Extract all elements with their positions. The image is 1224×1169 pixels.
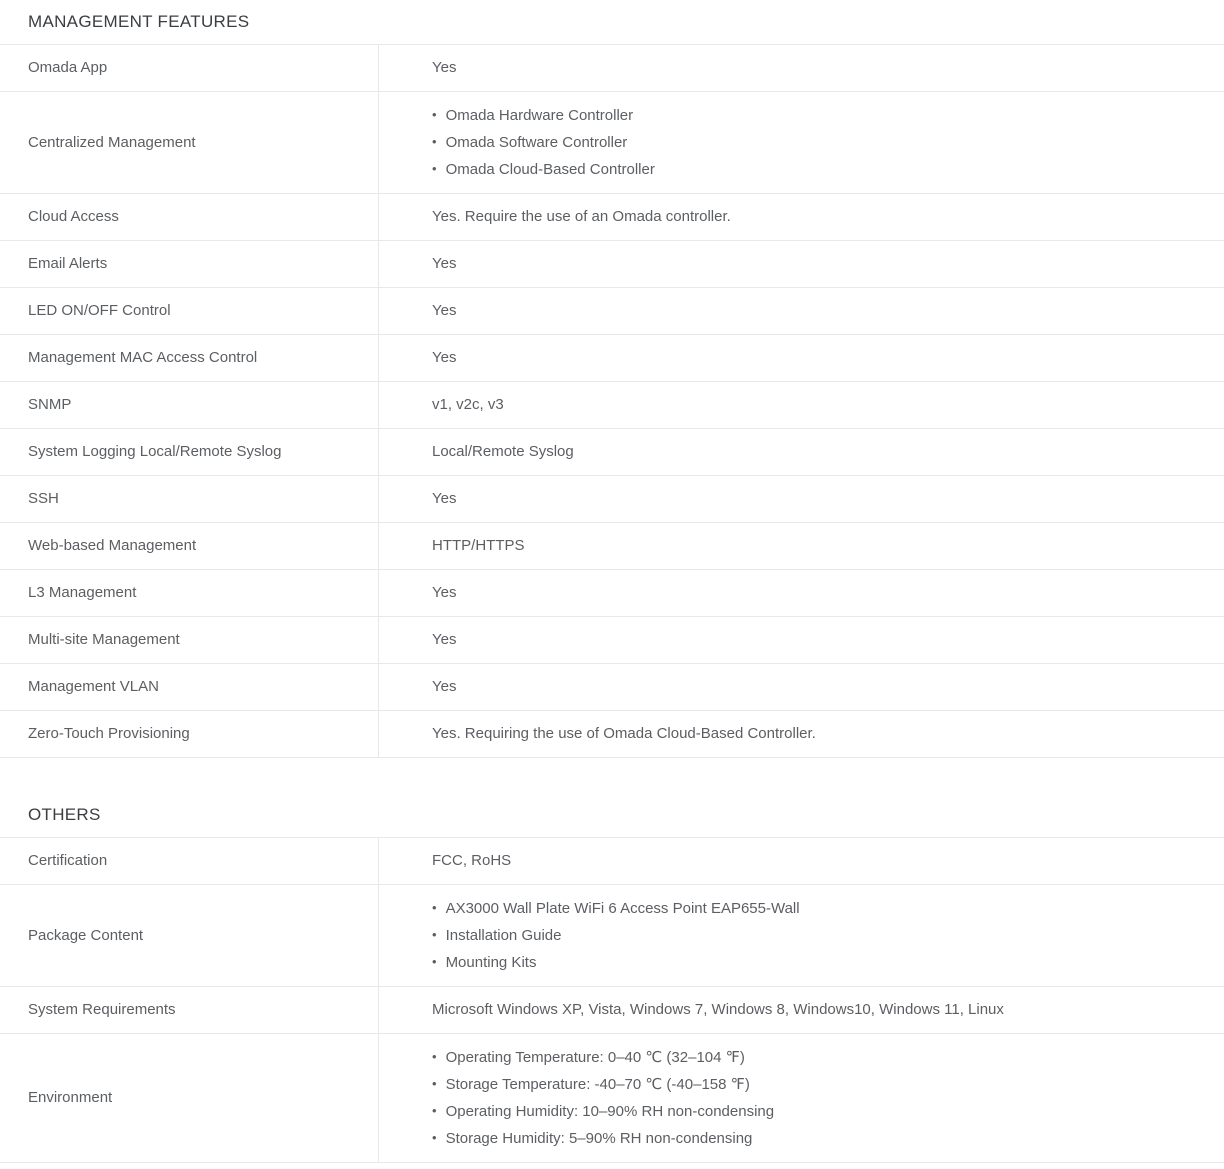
spec-value-text: Omada Cloud-Based Controller bbox=[445, 161, 655, 178]
spec-row bbox=[0, 476, 1224, 523]
spec-value-line bbox=[432, 627, 1200, 653]
spec-row bbox=[0, 45, 1224, 92]
spec-row bbox=[0, 885, 1224, 987]
spec-label: System Logging Local/Remote Syslog bbox=[28, 443, 282, 460]
spec-label: SSH bbox=[28, 490, 59, 507]
spec-value-bullet-line bbox=[432, 102, 1200, 129]
spec-value-text: Operating Temperature: 0–40 ℃ (32–104 ℉) bbox=[445, 1049, 745, 1066]
spec-label: Omada App bbox=[28, 59, 108, 76]
spec-label-cell bbox=[0, 664, 379, 710]
spec-value-bullet-line bbox=[432, 949, 1200, 976]
spec-value-cell bbox=[379, 241, 1224, 287]
spec-value-line bbox=[432, 439, 1200, 465]
spec-value-text: Yes bbox=[432, 302, 457, 319]
spec-value-bullet-line bbox=[432, 1098, 1200, 1125]
spec-row bbox=[0, 429, 1224, 476]
spec-value-cell bbox=[379, 429, 1224, 475]
spec-value-cell bbox=[379, 987, 1224, 1033]
bullet-icon: • bbox=[432, 927, 437, 942]
spec-row bbox=[0, 382, 1224, 429]
spec-label: Cloud Access bbox=[28, 208, 119, 225]
bullet-icon: • bbox=[432, 1049, 437, 1064]
spec-value-text: Yes bbox=[432, 490, 457, 507]
spec-value-cell bbox=[379, 885, 1224, 986]
spec-label-cell bbox=[0, 523, 379, 569]
spec-value-line bbox=[432, 486, 1200, 512]
spec-value-line bbox=[432, 204, 1200, 230]
spec-label-cell bbox=[0, 711, 379, 757]
spec-value-cell bbox=[379, 45, 1224, 91]
spec-label-cell bbox=[0, 617, 379, 663]
section-title: OTHERS bbox=[28, 805, 101, 824]
spec-value-cell bbox=[379, 476, 1224, 522]
spec-value-line bbox=[432, 392, 1200, 418]
spec-value-text: AX3000 Wall Plate WiFi 6 Access Point EAP655-Wall bbox=[445, 900, 800, 917]
spec-value-line bbox=[432, 674, 1200, 700]
spec-value-bullet-line bbox=[432, 156, 1200, 183]
spec-value-cell bbox=[379, 1034, 1224, 1162]
spec-label-cell bbox=[0, 570, 379, 616]
spec-value-bullet-line bbox=[432, 129, 1200, 156]
spec-label: Web-based Management bbox=[28, 537, 197, 554]
spec-value-text: Omada Hardware Controller bbox=[445, 107, 634, 124]
spec-table bbox=[0, 837, 1224, 1163]
spec-section bbox=[0, 758, 1224, 1163]
spec-label-cell bbox=[0, 288, 379, 334]
spec-row bbox=[0, 617, 1224, 664]
spec-row bbox=[0, 838, 1224, 885]
spec-value-cell bbox=[379, 194, 1224, 240]
spec-value-cell bbox=[379, 288, 1224, 334]
spec-value-line bbox=[432, 533, 1200, 559]
spec-label-cell bbox=[0, 241, 379, 287]
spec-value-text: Installation Guide bbox=[445, 927, 562, 944]
spec-value-text: Yes. Require the use of an Omada controller. bbox=[432, 208, 731, 225]
spec-label-cell bbox=[0, 476, 379, 522]
spec-value-text: Microsoft Windows XP, Vista, Windows 7, Windows 8, Windows10, Windows 11, Linux bbox=[432, 1001, 1004, 1018]
spec-value-text: Yes bbox=[432, 631, 457, 648]
spec-value-text: Yes bbox=[432, 255, 457, 272]
bullet-icon: • bbox=[432, 1130, 437, 1145]
spec-value-text: Yes. Requiring the use of Omada Cloud-Based Controller. bbox=[432, 725, 816, 742]
spec-row bbox=[0, 194, 1224, 241]
spec-row bbox=[0, 664, 1224, 711]
spec-value-bullet-line bbox=[432, 922, 1200, 949]
spec-label-cell bbox=[0, 885, 379, 986]
spec-value-text: Storage Humidity: 5–90% RH non-condensing bbox=[445, 1130, 753, 1147]
section-title: MANAGEMENT FEATURES bbox=[28, 12, 250, 31]
bullet-icon: • bbox=[432, 107, 437, 122]
spec-value-text: HTTP/HTTPS bbox=[432, 537, 525, 554]
spec-label-cell bbox=[0, 92, 379, 193]
spec-label: Multi-site Management bbox=[28, 631, 180, 648]
spec-label-cell bbox=[0, 838, 379, 884]
spec-label: Email Alerts bbox=[28, 255, 108, 272]
spec-label: Certification bbox=[28, 852, 108, 869]
spec-value-bullet-line bbox=[432, 1044, 1200, 1071]
spec-value-cell bbox=[379, 617, 1224, 663]
spec-value-cell bbox=[379, 335, 1224, 381]
spec-value-text: Yes bbox=[432, 678, 457, 695]
spec-label-cell bbox=[0, 429, 379, 475]
spec-value-text: Yes bbox=[432, 59, 457, 76]
spec-value-text: Storage Temperature: -40–70 ℃ (-40–158 ℉) bbox=[445, 1076, 750, 1093]
spec-label: Zero-Touch Provisioning bbox=[28, 725, 190, 742]
spec-value-line bbox=[432, 848, 1200, 874]
spec-label: L3 Management bbox=[28, 584, 137, 601]
spec-row bbox=[0, 987, 1224, 1034]
spec-row bbox=[0, 570, 1224, 617]
spec-value-text: Yes bbox=[432, 584, 457, 601]
bullet-icon: • bbox=[432, 161, 437, 176]
spec-label-cell bbox=[0, 382, 379, 428]
spec-value-line bbox=[432, 55, 1200, 81]
spec-label: Package Content bbox=[28, 926, 144, 944]
spec-value-text: FCC, RoHS bbox=[432, 852, 512, 869]
bullet-icon: • bbox=[432, 900, 437, 915]
spec-label-cell bbox=[0, 194, 379, 240]
spec-label: Management VLAN bbox=[28, 678, 159, 695]
spec-label: Management MAC Access Control bbox=[28, 349, 258, 366]
bullet-icon: • bbox=[432, 954, 437, 969]
spec-value-cell bbox=[379, 711, 1224, 757]
spec-value-bullet-line bbox=[432, 1125, 1200, 1152]
spec-value-bullet-line bbox=[432, 895, 1200, 922]
spec-value-cell bbox=[379, 664, 1224, 710]
spec-row bbox=[0, 335, 1224, 382]
spec-value-line bbox=[432, 298, 1200, 324]
spec-value-line bbox=[432, 580, 1200, 606]
spec-value-line bbox=[432, 721, 1200, 747]
spec-row bbox=[0, 1034, 1224, 1163]
bullet-icon: • bbox=[432, 1076, 437, 1091]
spec-value-line bbox=[432, 997, 1200, 1023]
spec-value-line bbox=[432, 251, 1200, 277]
spec-value-cell bbox=[379, 838, 1224, 884]
spec-table bbox=[0, 44, 1224, 758]
spec-label: System Requirements bbox=[28, 1001, 176, 1018]
spec-label-cell bbox=[0, 45, 379, 91]
spec-value-text: Omada Software Controller bbox=[445, 134, 628, 151]
spec-value-cell bbox=[379, 570, 1224, 616]
spec-label: SNMP bbox=[28, 396, 72, 413]
spec-row bbox=[0, 711, 1224, 758]
spec-value-cell bbox=[379, 382, 1224, 428]
spec-label-cell bbox=[0, 1034, 379, 1162]
spec-value-line bbox=[432, 345, 1200, 371]
spec-value-text: Yes bbox=[432, 349, 457, 366]
spec-value-text: Operating Humidity: 10–90% RH non-condensing bbox=[445, 1103, 775, 1120]
spec-row bbox=[0, 523, 1224, 570]
spec-label-cell bbox=[0, 987, 379, 1033]
spec-value-text: v1, v2c, v3 bbox=[432, 396, 504, 413]
spec-row bbox=[0, 92, 1224, 194]
spec-value-cell bbox=[379, 523, 1224, 569]
spec-label: Centralized Management bbox=[28, 133, 196, 151]
bullet-icon: • bbox=[432, 1103, 437, 1118]
spec-label: LED ON/OFF Control bbox=[28, 302, 171, 319]
spec-value-text: Local/Remote Syslog bbox=[432, 443, 574, 460]
spec-value-cell bbox=[379, 92, 1224, 193]
spec-row bbox=[0, 241, 1224, 288]
spec-label-cell bbox=[0, 335, 379, 381]
bullet-icon: • bbox=[432, 134, 437, 149]
spec-value-bullet-line bbox=[432, 1071, 1200, 1098]
spec-value-text: Mounting Kits bbox=[445, 954, 537, 971]
spec-label: Environment bbox=[28, 1089, 113, 1106]
spec-row bbox=[0, 288, 1224, 335]
